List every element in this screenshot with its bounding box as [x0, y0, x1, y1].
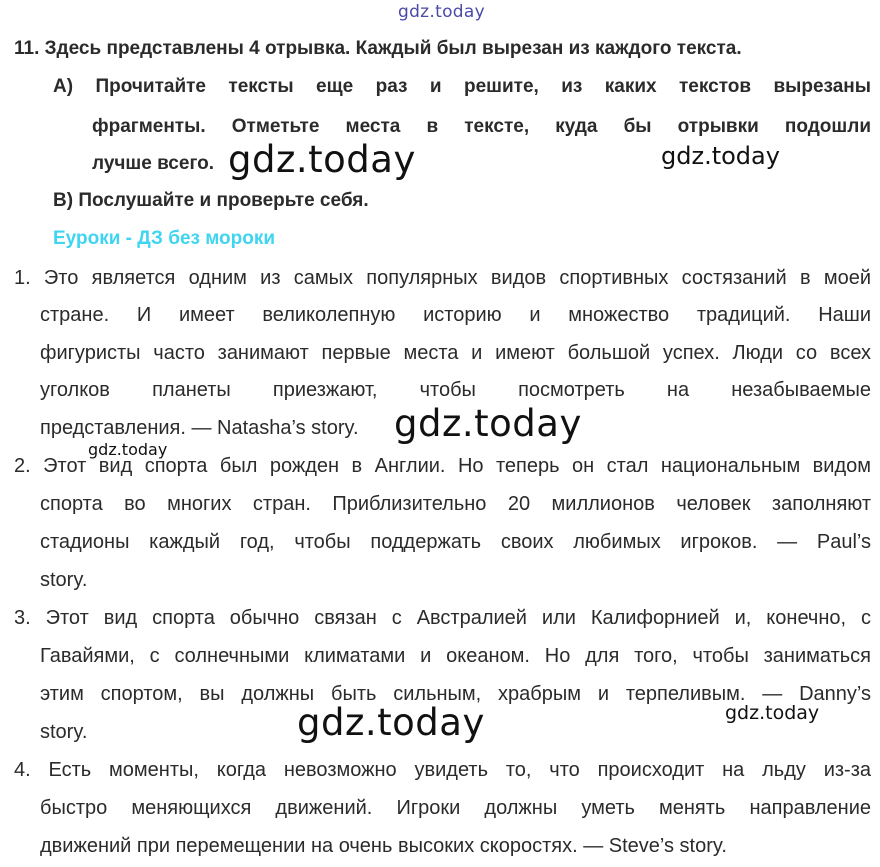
watermark-top: gdz.today [398, 2, 485, 22]
item-2-line-4: story. [40, 569, 88, 591]
instruction-b: B) Послушайте и проверьте себя. [53, 190, 369, 211]
item-3-line-1: 3. Этот вид спорта обычно связан с Австралией или Калифорнией и, конечно, с [14, 607, 871, 629]
item-1-line-2: стране. И имеет великолепную историю и множество традиций. Наши [40, 304, 871, 326]
item-3-line-4: story. [40, 721, 88, 743]
watermark-6: gdz.today [725, 702, 820, 724]
item-2-line-2: спорта во многих стран. Приблизительно 20 миллионов человек заполняют [40, 493, 871, 515]
item-2-line-3: стадионы каждый год, чтобы поддержать своих любимых игроков. — Paul’s [40, 531, 871, 553]
item-2-line-1: 2. Этот вид спорта был рожден в Англии. Но теперь он стал национальным видом [14, 455, 871, 477]
item-3-line-2: Гавайями, с солнечными климатами и океаном. Но для того, чтобы заниматься [40, 645, 871, 667]
instruction-a-line-3: лучше всего. [92, 153, 214, 174]
watermark-1: gdz.today [228, 138, 416, 181]
instruction-a-line-2: фрагменты. Отметьте места в тексте, куда бы отрывки подошли [92, 116, 871, 137]
task-title: Здесь представлены 4 отрывка. Каждый был вырезан из каждого текста. [44, 38, 742, 59]
item-1-line-5: представления. — Natasha’s story. [40, 417, 359, 439]
item-4-line-3: движений при перемещении на очень высоких скоростях. — Steve’s story. [40, 835, 727, 857]
promo-link[interactable]: Еуроки - ДЗ без мороки [53, 228, 276, 249]
watermark-2: gdz.today [661, 142, 780, 170]
task-number: 11. [14, 38, 40, 59]
item-3-line-3: этим спортом, вы должны быть сильным, храбрым и терпеливым. — Danny’s [40, 683, 871, 705]
item-1-line-3: фигуристы часто занимают первые места и имеют большой успех. Люди со всех [40, 342, 871, 364]
item-4-line-2: быстро меняющихся движений. Игроки должны уметь менять направление [40, 797, 871, 819]
watermark-3: gdz.today [394, 402, 582, 445]
watermark-5: gdz.today [297, 701, 485, 744]
item-4-line-1: 4. Есть моменты, когда невозможно увидеть то, что происходит на льду из-за [14, 759, 871, 781]
instruction-a-line-1: A) Прочитайте тексты еще раз и решите, из каких текстов вырезаны [53, 76, 871, 97]
watermark-4: gdz.today [88, 440, 168, 459]
item-1-line-4: уголков планеты приезжают, чтобы посмотреть на незабываемые [40, 379, 871, 401]
item-1-line-1: 1. Это является одним из самых популярных видов спортивных состязаний в моей [14, 267, 871, 289]
task-title-row [14, 37, 864, 61]
